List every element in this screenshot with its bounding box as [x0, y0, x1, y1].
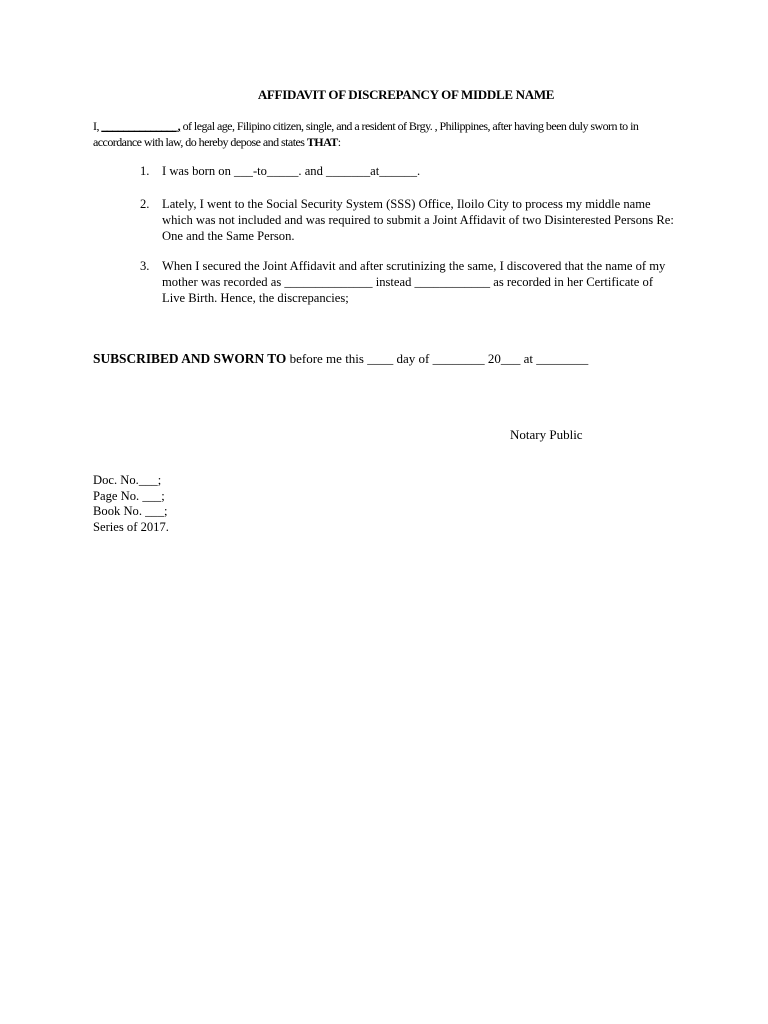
series: Series of 2017. — [93, 519, 169, 534]
intro-paragraph — [93, 118, 683, 150]
document-title: AFFIDAVIT OF DISCREPANCY OF MIDDLE NAME — [257, 87, 555, 102]
name-blank: ______________, — [101, 119, 181, 133]
jurat-line — [93, 351, 693, 367]
list-item-number: 3. — [140, 259, 150, 273]
doc-no: Doc. No.___; — [93, 473, 162, 487]
intro-suffix: : — [337, 135, 341, 149]
list-item-text: Lately, I went to the Social Security System (SSS) Office, Iloilo City to process my middle name which was not included and was required to submit a Joint Affidavit of two Disinterested Persons Re: One and the Same Person. — [162, 197, 674, 243]
intro-emphasis: THAT — [306, 135, 338, 149]
intro-prefix: I, — [93, 119, 102, 133]
notarial-register — [93, 473, 169, 535]
jurat-bold: SUBSCRIBED AND SWORN TO — [93, 351, 287, 366]
list-item-text: When I secured the Joint Affidavit and after scrutinizing the same, I discovered that the name of my mother was recorded as ______________ instead ____________ as recorded in her Certificate of Live Birth. Hence, the discrepancies; — [162, 259, 666, 305]
notary-public-label: Notary Public — [510, 427, 583, 442]
intro-text: of legal age, Filipino citizen, single, and a resident of Brgy. , Philippines, after having been duly sworn to in accordance with law, do hereby depose and states — [93, 119, 639, 149]
list-item-number: 1. — [140, 164, 150, 178]
list-item-text: I was born on ___-to_____. and _______at______. — [162, 164, 421, 178]
page-no: Page No. ___; — [93, 488, 165, 503]
jurat-text: before me this ____ day of ________ 20___ at ________ — [286, 351, 589, 366]
list-item-number: 2. — [140, 197, 150, 211]
book-no: Book No. ___; — [93, 504, 168, 518]
